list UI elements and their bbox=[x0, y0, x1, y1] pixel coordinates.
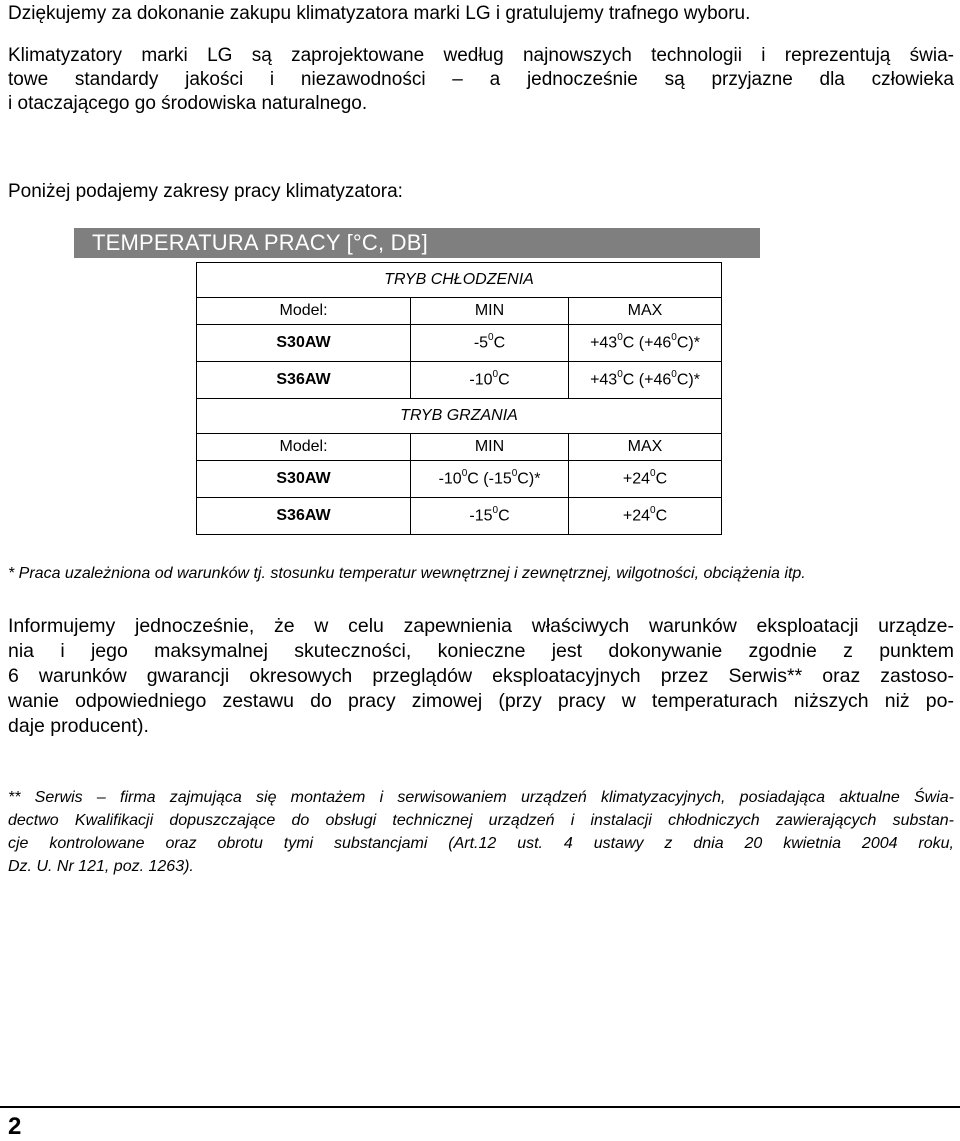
heating-mode-label: TRYB GRZANIA bbox=[197, 399, 722, 434]
max-cell: $+43^0C$ $(+46^0C)*$ bbox=[569, 325, 722, 362]
service-note-line: cje kontrolowane oraz obrotu tymi substancjami (Art.12 ust. 4 ustawy z dnia 20 kwietnia 2004 roku, bbox=[8, 835, 954, 852]
column-header: MIN bbox=[411, 298, 569, 325]
info-line: Informujemy jednocześnie, że w celu zapewnienia właściwych warunków eksploatacji urządze- bbox=[8, 615, 954, 637]
service-note-line: ** Serwis – firma zajmująca się montażem i serwisowaniem urządzeń klimatyzacyjnych, posiadająca aktualne Świa- bbox=[8, 789, 954, 806]
table-row bbox=[197, 362, 722, 399]
column-header: Model: bbox=[197, 434, 411, 461]
model-cell: S30AW bbox=[197, 461, 411, 498]
min-cell: $-10^0C$ bbox=[411, 362, 569, 399]
info-line: daje producent). bbox=[8, 715, 149, 737]
max-cell: $+24^0C$ bbox=[569, 461, 722, 498]
model-cell: S36AW bbox=[197, 498, 411, 535]
thanks-text: Dziękujemy za dokonanie zakupu klimatyzatora marki LG i gratulujemy trafnego wyboru. bbox=[8, 3, 751, 24]
service-note-line: dectwo Kwalifikacji dopuszczające do obsługi technicznej urządzeń i instalacji chłodniczych zawierających substan- bbox=[8, 812, 954, 829]
service-note-line: Dz. U. Nr 121, poz. 1263). bbox=[8, 858, 194, 875]
page-divider bbox=[0, 1106, 960, 1108]
max-cell: $+43^0C$ $(+46^0C)*$ bbox=[569, 362, 722, 399]
table-row bbox=[197, 325, 722, 362]
table-row bbox=[197, 399, 722, 434]
cooling-mode-label: TRYB CHŁODZENIA bbox=[197, 263, 722, 298]
operating-range-table bbox=[196, 262, 722, 535]
page-number: 2 bbox=[8, 1113, 22, 1140]
info-line: nia i jego maksymalnej skuteczności, konieczne jest dokonywanie zgodnie z punktem bbox=[8, 640, 954, 662]
min-cell: $-10^0C$ $(-15^0C)*$ bbox=[411, 461, 569, 498]
info-line: 6 warunków gwarancji okresowych przeglądów eksploatacyjnych przez Serwis** oraz zastoso- bbox=[8, 665, 954, 687]
table-header: TEMPERATURA PRACY [°C, DB] bbox=[74, 228, 760, 258]
column-header: Model: bbox=[197, 298, 411, 325]
column-header: MAX bbox=[569, 434, 722, 461]
service-note bbox=[8, 786, 954, 878]
min-cell: $-15^0C$ bbox=[411, 498, 569, 535]
info-paragraph bbox=[8, 614, 954, 739]
table-row bbox=[197, 461, 722, 498]
model-cell: S36AW bbox=[197, 362, 411, 399]
intro-paragraph bbox=[8, 44, 954, 116]
table-row bbox=[197, 298, 722, 325]
ranges-heading: Poniżej podajemy zakresy pracy klimatyzatora: bbox=[8, 181, 403, 202]
table-row bbox=[197, 263, 722, 298]
table-row bbox=[197, 498, 722, 535]
intro-line: i otaczającego go środowiska naturalnego. bbox=[8, 93, 368, 114]
column-header: MAX bbox=[569, 298, 722, 325]
max-cell: $+24^0C$ bbox=[569, 498, 722, 535]
intro-line: towe standardy jakości i niezawodności – a jednocześnie są przyjazne dla człowieka bbox=[8, 69, 954, 90]
min-cell: $-5^0C$ bbox=[411, 325, 569, 362]
column-header: MIN bbox=[411, 434, 569, 461]
info-line: wanie odpowiedniego zestawu do pracy zimowej (przy pracy w temperaturach niższych niż po- bbox=[8, 690, 954, 712]
footnote: * Praca uzależniona od warunków tj. stosunku temperatur wewnętrznej i zewnętrznej, wilgotności, obciążenia itp. bbox=[8, 565, 806, 582]
intro-line: Klimatyzatory marki LG są zaprojektowane według najnowszych technologii i reprezentują świa- bbox=[8, 45, 954, 66]
model-cell: S30AW bbox=[197, 325, 411, 362]
table-row bbox=[197, 434, 722, 461]
